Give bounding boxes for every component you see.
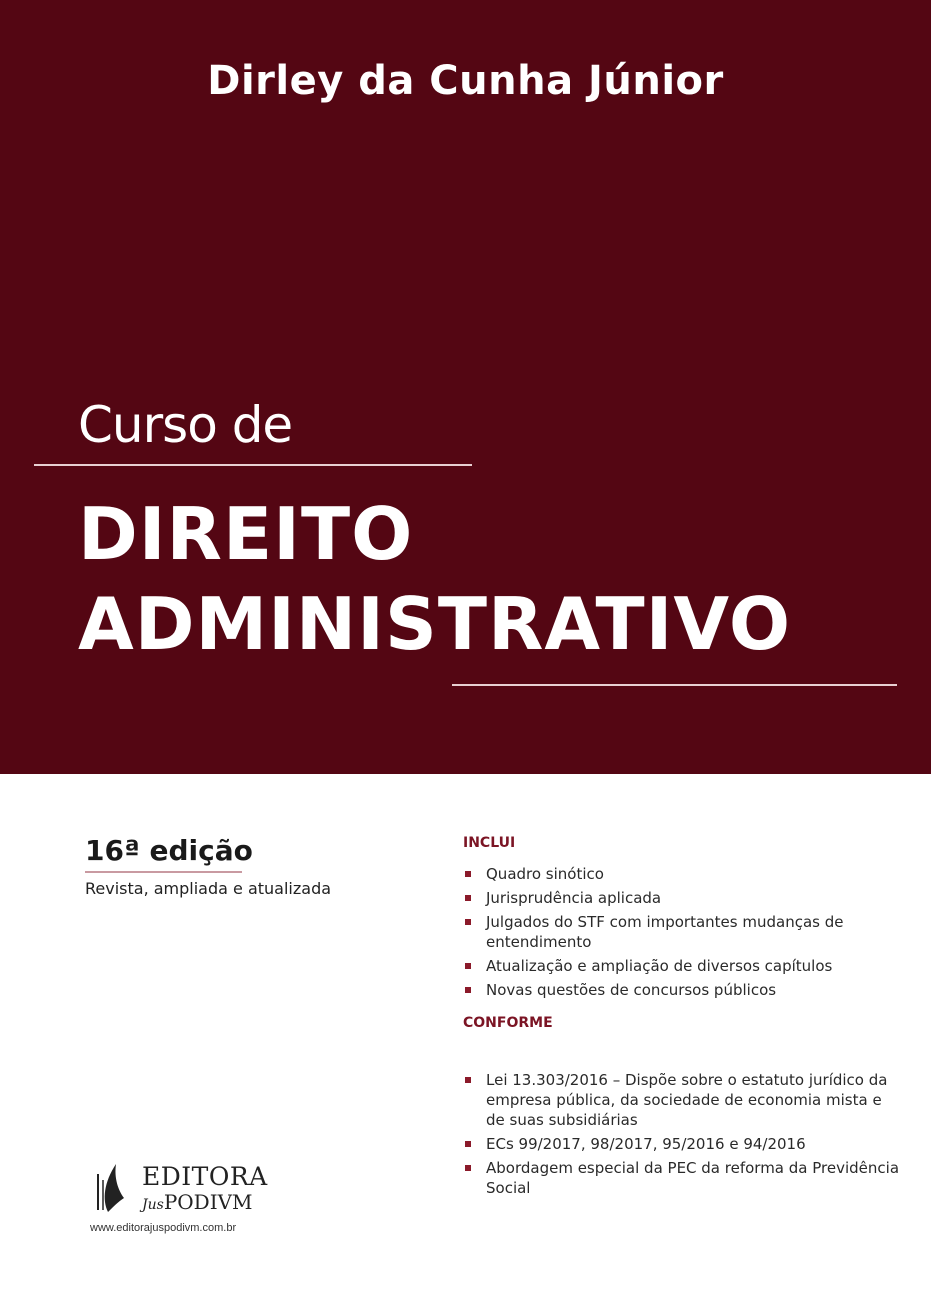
- edition-label: 16ª edição: [85, 834, 253, 867]
- publisher-logo: [90, 1158, 290, 1238]
- divider-lower: [452, 684, 897, 686]
- list-item: Quadro sinótico: [463, 864, 903, 884]
- list-item: Atualização e ampliação de diversos capítulos: [463, 956, 903, 976]
- list-item: ECs 99/2017, 98/2017, 95/2016 e 94/2016: [463, 1134, 903, 1154]
- publisher-brand: [142, 1190, 253, 1214]
- list-item: Novas questões de concursos públicos: [463, 980, 903, 1000]
- publisher-name: EDITORA: [142, 1162, 268, 1191]
- edition-underline: [85, 871, 242, 873]
- list-item: Lei 13.303/2016 – Dispõe sobre o estatuto jurídico da empresa pública, da sociedade de economia mista e de suas subsidiárias: [463, 1070, 903, 1130]
- quill-icon: [94, 1160, 134, 1214]
- subtitle-prefix: Curso de: [78, 396, 293, 454]
- list-item: Julgados do STF com importantes mudanças de entendimento: [463, 912, 903, 952]
- conforme-heading: CONFORME: [463, 1015, 553, 1031]
- list-item: Jurisprudência aplicada: [463, 888, 903, 908]
- publisher-url: www.editorajuspodivm.com.br: [90, 1222, 237, 1234]
- author-name: Dirley da Cunha Júnior: [207, 58, 724, 104]
- book-title-line-1: DIREITO: [78, 492, 414, 576]
- book-title-line-2: ADMINISTRATIVO: [78, 582, 792, 666]
- edition-description: Revista, ampliada e atualizada: [85, 879, 332, 898]
- inclui-list: [463, 864, 903, 1004]
- brand-name: PODIVM: [163, 1190, 253, 1214]
- brand-prefix: Jus: [142, 1197, 164, 1213]
- divider-upper: [34, 464, 472, 466]
- conforme-list: [463, 1070, 903, 1202]
- inclui-heading: INCLUI: [463, 835, 516, 851]
- list-item: Abordagem especial da PEC da reforma da Previdência Social: [463, 1158, 903, 1198]
